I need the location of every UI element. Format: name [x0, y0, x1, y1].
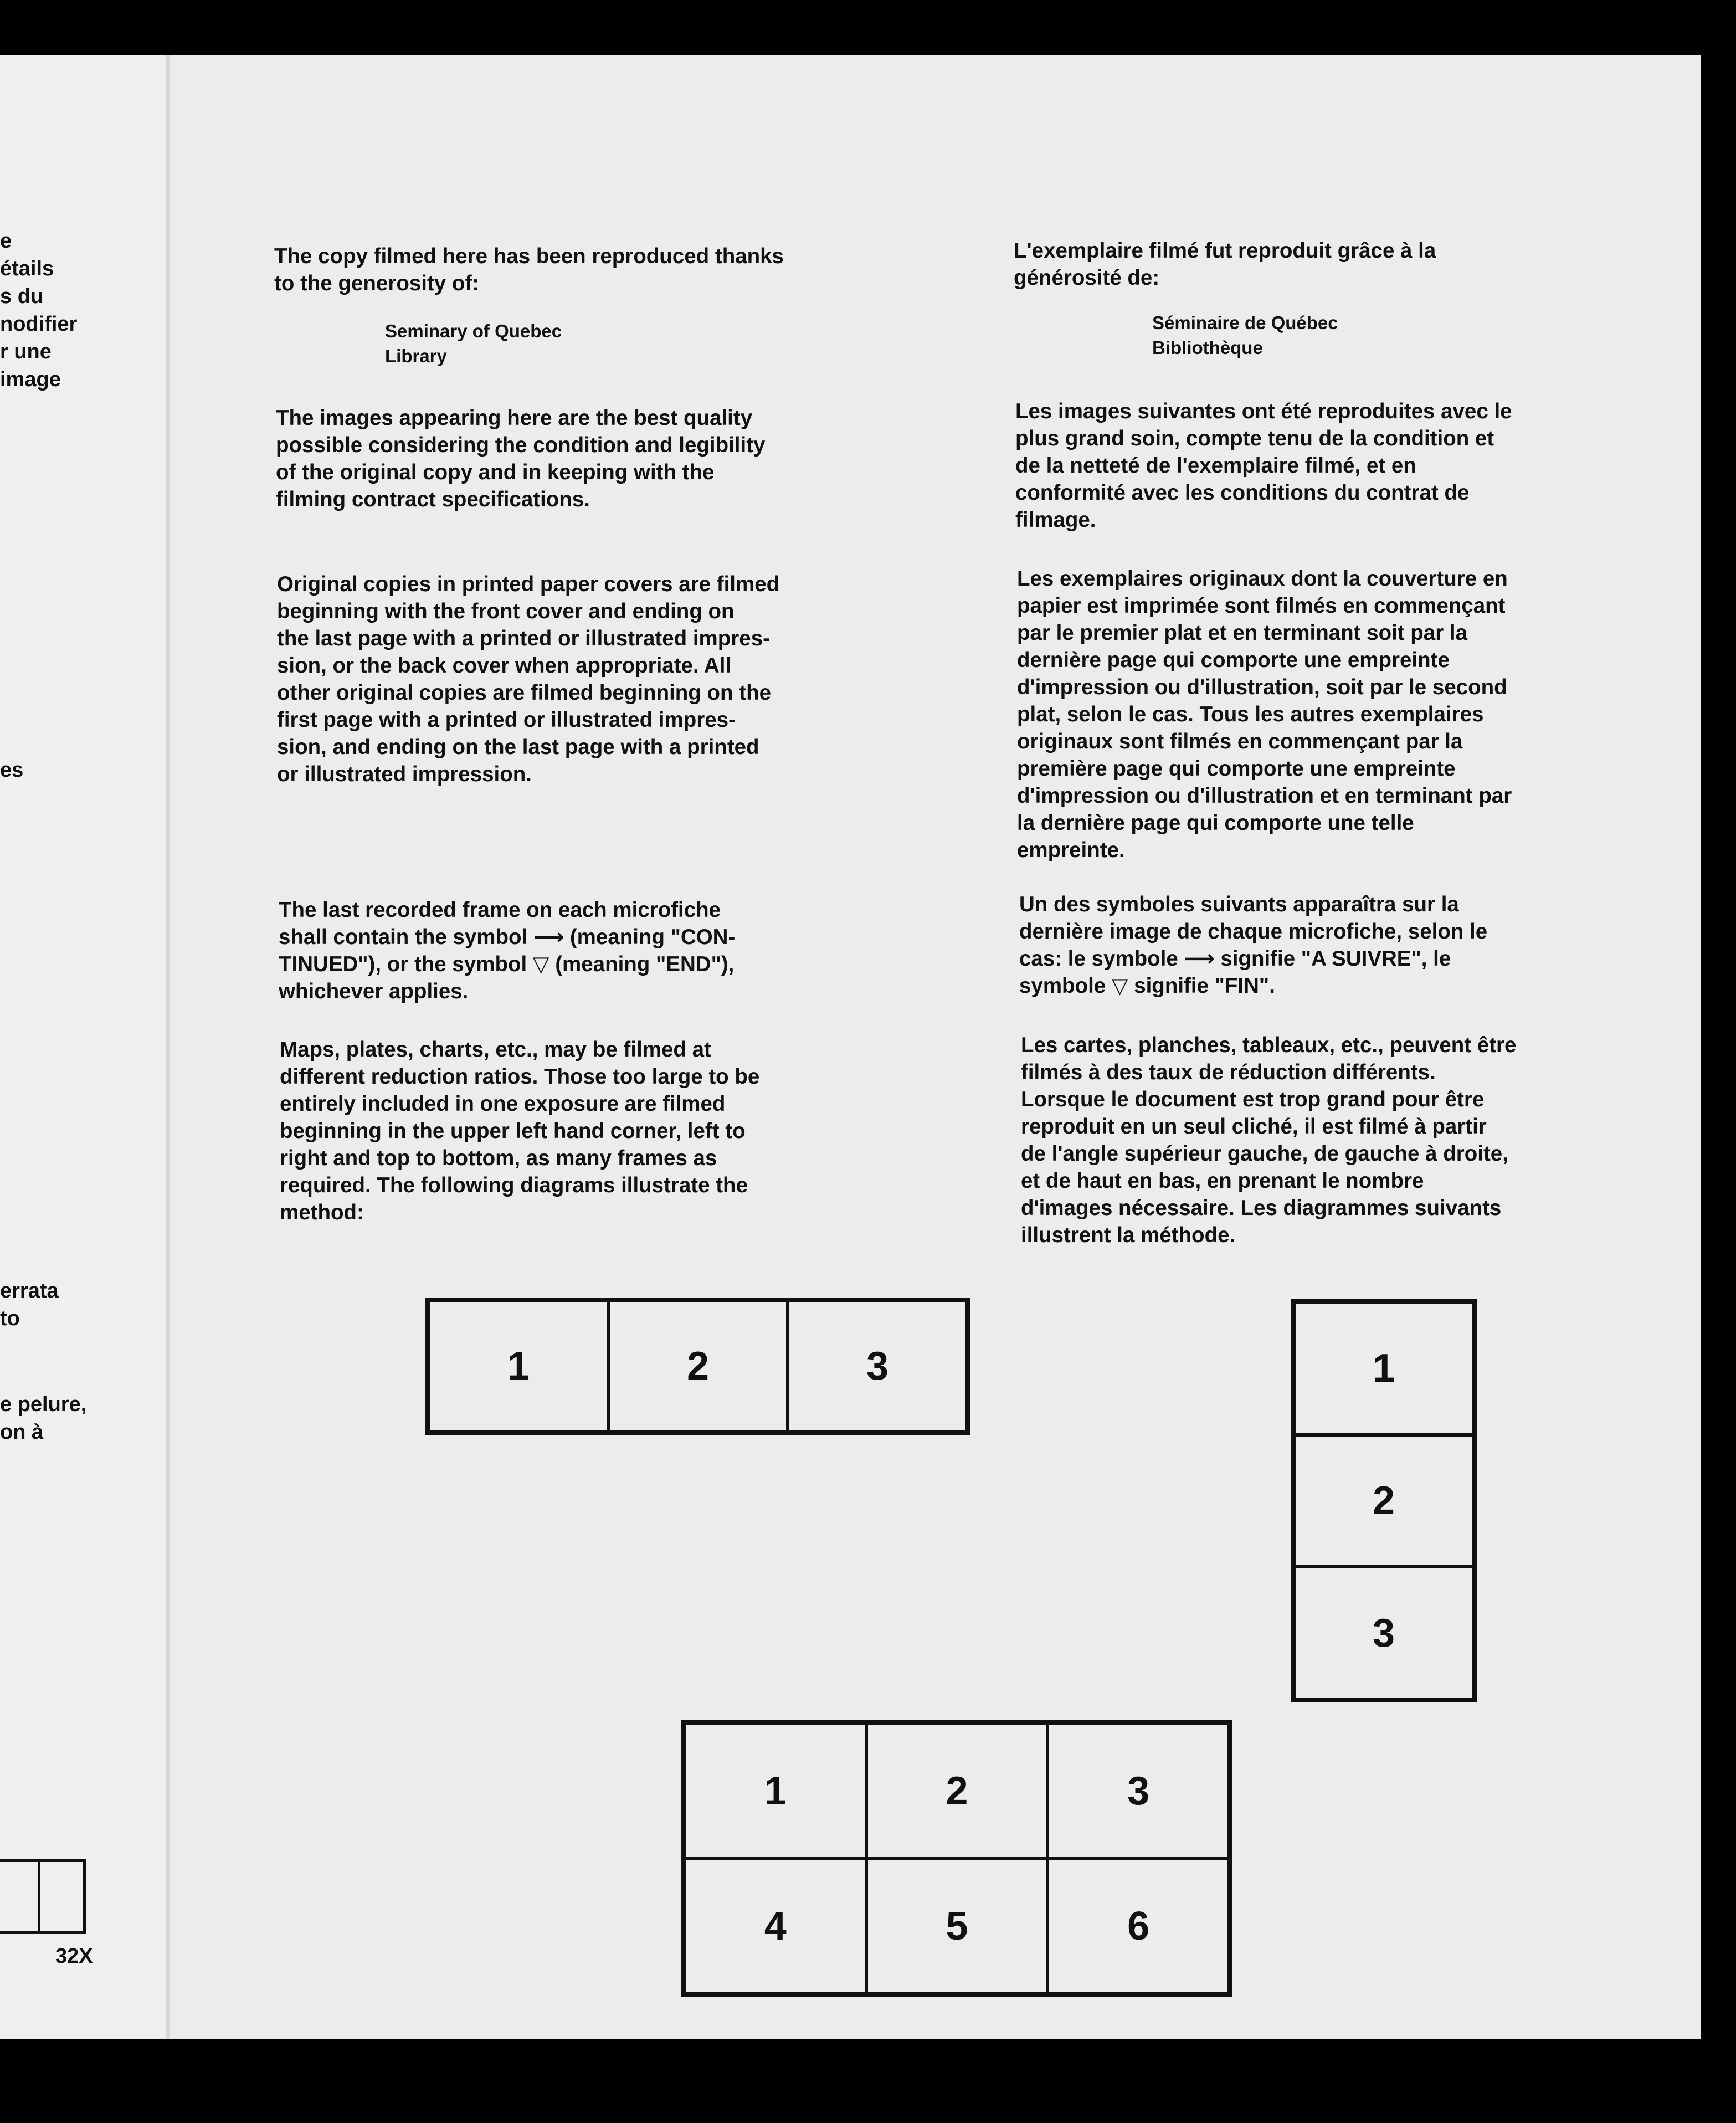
frame-cell: 2: [1294, 1435, 1473, 1567]
frame-cell: 1: [685, 1724, 866, 1859]
frame-cell: 6: [1047, 1859, 1229, 1994]
left-fragment-line: e: [0, 229, 12, 253]
english-maps-paragraph: Maps, plates, charts, etc., may be filmed at different reduction ratios. Those too large to be entirely included in one exposure are filmed beginning in the upper left hand corner, left to right and top to bottom, as many frames as required. The following diagrams illustrate the method:: [280, 1038, 760, 1224]
left-fragment-line: étails: [0, 257, 54, 280]
resolution-target-cell: [0, 1862, 38, 1931]
french-covers-paragraph: Les exemplaires originaux dont la couverture en papier est imprimée sont filmés en commençant par le premier plat et en terminant soit par la dernière page qui comporte une empreinte d'impression ou d'illustration, soit par le second plat, selon le cas. Tous les autres exemplaires originaux sont filmés en commençant par la première page qui comporte une empreinte d'impression ou d'illustration et en terminant par la dernière page qui comporte une telle empreinte.: [1017, 567, 1512, 862]
english-institution: Seminary of Quebec Library: [385, 321, 562, 366]
french-intro: L'exemplaire filmé fut reproduit grâce à la générosité de:: [1014, 239, 1436, 290]
left-page-fragment: [0, 55, 180, 2039]
frame-cell: 2: [866, 1724, 1048, 1859]
left-fragment-line: s du: [0, 285, 44, 308]
left-fragment-line: es: [0, 758, 24, 782]
grid-frame-diagram: [681, 1720, 1232, 1997]
left-fragment-line: e pelure,: [0, 1393, 87, 1416]
left-fragment-line: image: [0, 368, 61, 391]
frame-cell: 3: [1294, 1567, 1473, 1699]
french-maps-paragraph: Les cartes, planches, tableaux, etc., peuvent être filmés à des taux de réduction différents. Lorsque le document est trop grand pour être reproduit en un seul cliché, il est filmé à partir de l'angle supérieur gauche, de gauche à droite, et de haut en bas, en prenant le nombre d'images nécessaire. Les diagrammes suivants illustrent la méthode.: [1021, 1033, 1517, 1247]
french-institution: Séminaire de Québec Bibliothèque: [1152, 312, 1338, 358]
resolution-target-cell: [38, 1862, 84, 1931]
left-fragment-line: on à: [0, 1421, 44, 1444]
left-fragment-line: r une: [0, 340, 52, 363]
french-quality-paragraph: Les images suivantes ont été reproduites avec le plus grand soin, compte tenu de la condition et de la netteté de l'exemplaire filmé, et en conformité avec les conditions du contrat de filmage.: [1015, 399, 1512, 532]
left-fragment-line: errata: [0, 1279, 59, 1302]
english-covers-paragraph: Original copies in printed paper covers are filmed beginning with the front cover and ending on the last page with a printed or illustrated impres- sion, or the back cover when appropriate. All other original copies are filmed beginning on the first page with a printed or illustrated impres- sion, and ending on the last page with a printed or illustrated impression.: [277, 572, 780, 786]
english-intro: The copy filmed here has been reproduced thanks to the generosity of:: [274, 244, 784, 295]
frame-cell: 3: [788, 1301, 967, 1432]
horizontal-frame-diagram: [425, 1298, 970, 1435]
english-symbol-paragraph: The last recorded frame on each microfiche shall contain the symbol ⟶ (meaning "CON- TINUED"), or the symbol ▽ (meaning "END"), whichever applies.: [279, 898, 736, 1003]
frame-cell: 1: [1294, 1302, 1473, 1435]
french-symbol-paragraph: Un des symboles suivants apparaîtra sur la dernière image de chaque microfiche, selon le cas: le symbole ⟶ signifie "A SUIVRE", le symbole ▽ signifie "FIN".: [1019, 893, 1488, 998]
vertical-frame-diagram: [1291, 1299, 1477, 1702]
frame-cell: 4: [685, 1859, 866, 1994]
left-fragment-line: to: [0, 1307, 20, 1330]
frame-cell: 1: [429, 1301, 608, 1432]
frame-cell: 5: [866, 1859, 1048, 1994]
resolution-target-box: [0, 1859, 86, 1934]
reduction-ratio-label: 32X: [55, 1945, 93, 1968]
english-quality-paragraph: The images appearing here are the best quality possible considering the condition and legibility of the original copy and in keeping with the filming contract specifications.: [276, 406, 766, 511]
left-fragment-line: nodifier: [0, 312, 78, 336]
frame-cell: 3: [1047, 1724, 1229, 1859]
frame-cell: 2: [608, 1301, 788, 1432]
